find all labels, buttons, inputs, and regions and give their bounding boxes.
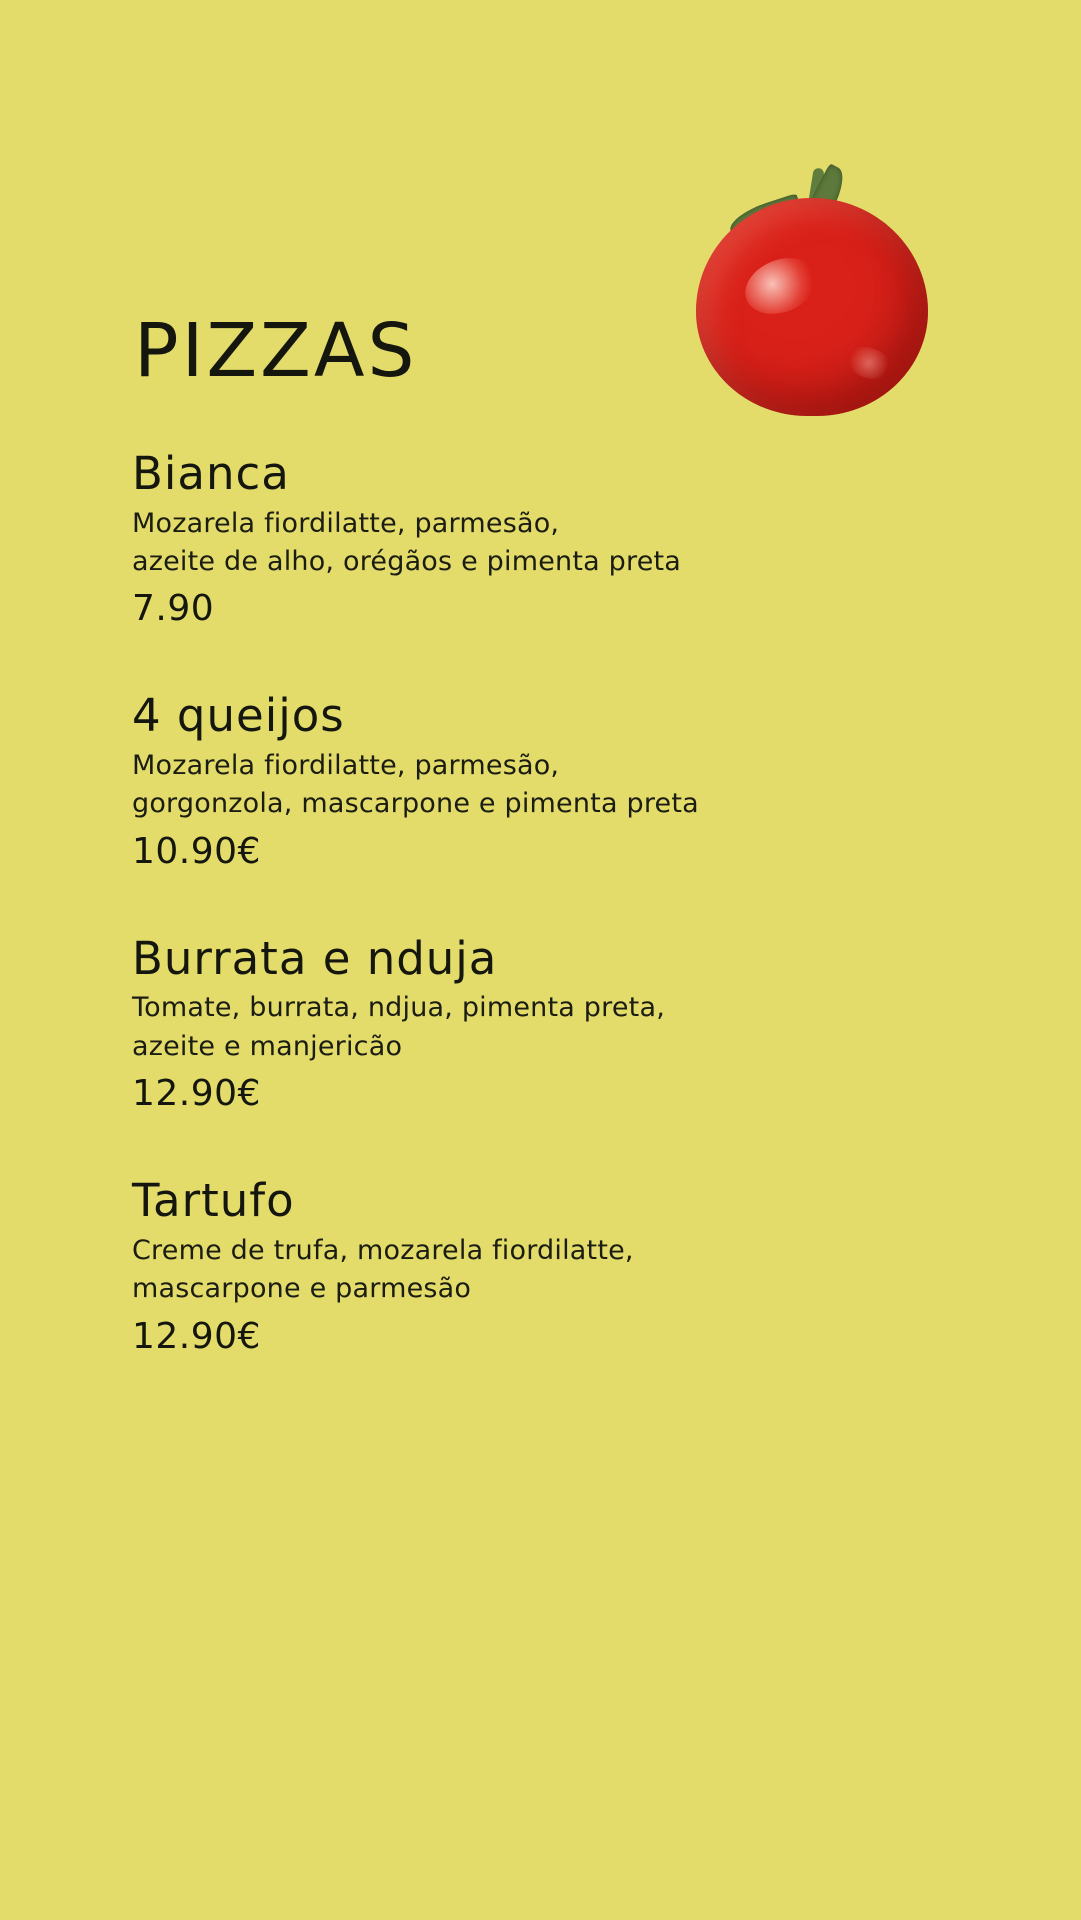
item-description: Creme de trufa, mozarela fiordilatte, mascarpone e parmesão: [132, 1234, 634, 1305]
menu-items-list: [132, 447, 922, 1420]
list-item: [132, 447, 922, 630]
item-price: 12.90€: [132, 1315, 261, 1357]
tomato-icon: [688, 168, 934, 418]
item-price: 7.90: [132, 588, 215, 630]
tomato-highlight: [737, 248, 825, 324]
page-title: PIZZAS: [134, 307, 418, 394]
tomato-highlight-secondary: [842, 342, 895, 385]
item-price: 10.90€: [132, 830, 261, 872]
tomato-leaf-icon: [726, 193, 804, 241]
item-price: 12.90€: [132, 1073, 261, 1115]
item-description: Mozarela fiordilatte, parmesão, gorgonzola, mascarpone e pimenta preta: [132, 750, 699, 820]
item-name: Burrata e nduja: [132, 931, 498, 985]
tomato-leaf-icon: [804, 201, 888, 246]
item-name: 4 queijos: [132, 689, 345, 743]
item-description: Mozarela fiordilatte, parmesão, azeite de alho, orégãos e pimenta preta: [132, 507, 682, 577]
tomato-leaf-icon: [799, 163, 851, 233]
item-name: Tartufo: [132, 1174, 295, 1228]
list-item: [132, 931, 922, 1115]
tomato-leaf-icon: [815, 212, 860, 273]
item-name: Bianca: [132, 447, 290, 500]
list-item: [132, 1174, 922, 1357]
list-item: [132, 689, 922, 872]
tomato-stem-icon: [806, 167, 824, 216]
item-description: Tomate, burrata, ndjua, pimenta preta, azeite e manjericão: [132, 992, 665, 1062]
tomato-body: [696, 198, 928, 416]
tomato-leaf-icon: [743, 212, 807, 260]
